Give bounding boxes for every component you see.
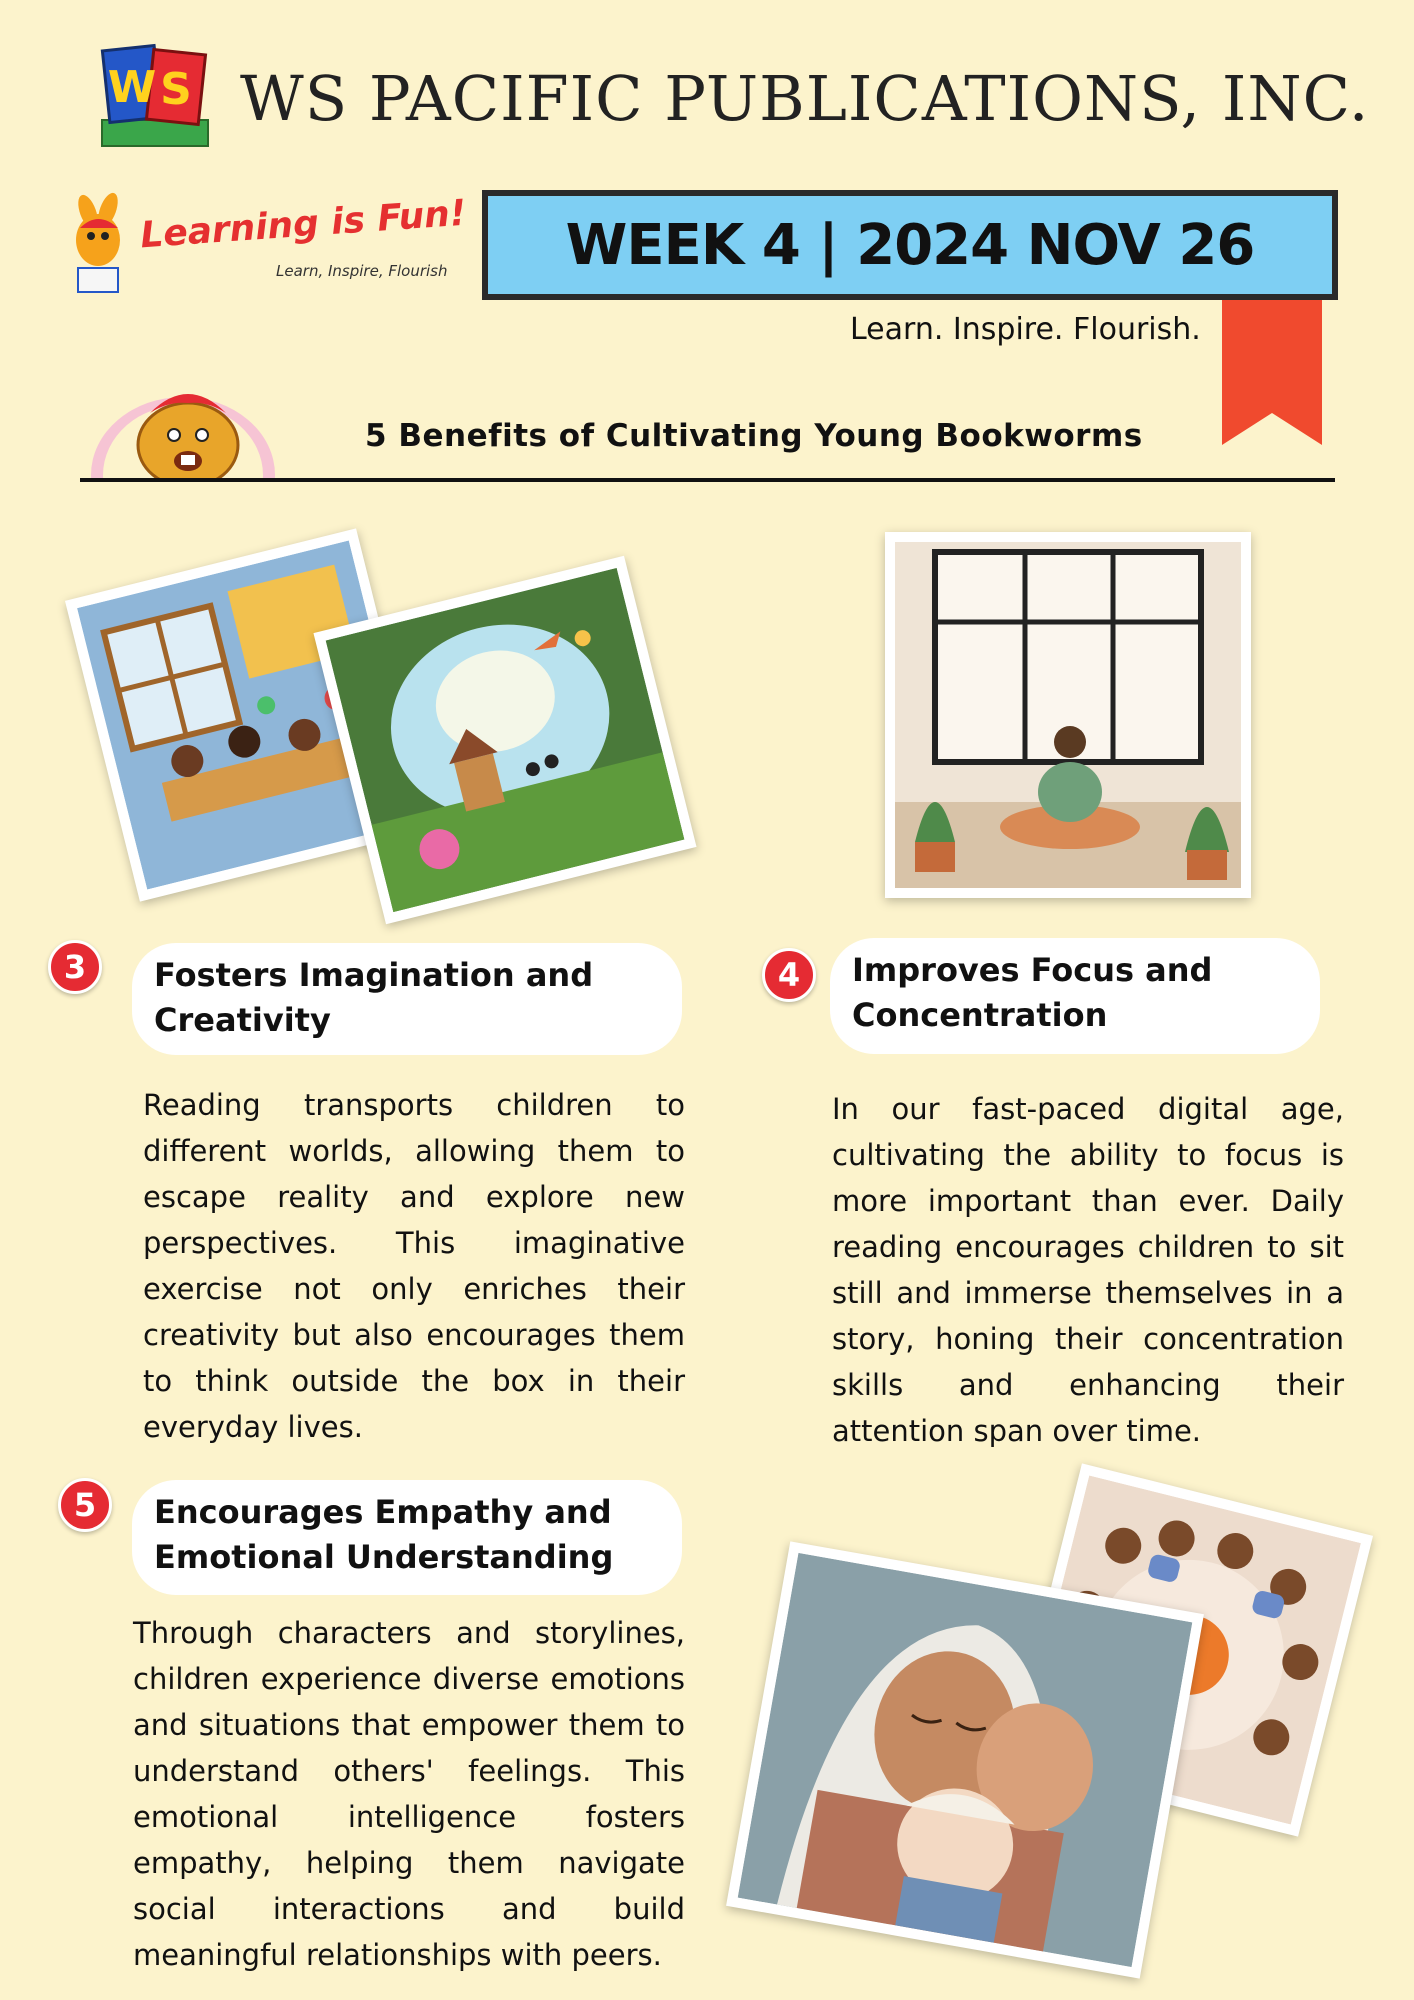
number-badge-3: 3 (48, 940, 102, 994)
section-heading-5: Encourages Empathy and Emotional Understanding (132, 1480, 682, 1595)
week-banner (482, 190, 1338, 300)
brand-subtitle: Learn, Inspire, Flourish (276, 262, 448, 280)
brand-title: Learning is Fun! (138, 192, 468, 257)
page-subtitle: 5 Benefits of Cultivating Young Bookworms (365, 418, 1143, 454)
bookmark-ribbon (1222, 295, 1322, 445)
logo-letters-w: W (107, 62, 157, 113)
tagline: Learn. Inspire. Flourish. (850, 312, 1201, 347)
section-heading-3: Fosters Imagination and Creativity (132, 943, 682, 1055)
number-badge-5: 5 (58, 1478, 112, 1532)
week-date-label: WEEK 4 | 2024 NOV 26 (565, 212, 1255, 278)
company-name: WS PACIFIC PUBLICATIONS, INC. (240, 62, 1370, 135)
section-body-5: Through characters and storylines, children experience diverse emotions and situations that empower them to understand others' feelings. This emotional intelligence fosters empathy, helping them navigate social interactions and build meaningful relationships with peers. (133, 1616, 685, 1972)
section-heading-4: Improves Focus and Concentration (830, 938, 1320, 1054)
header-divider (80, 478, 1335, 482)
ws-pacific-logo (98, 38, 216, 156)
grandmother-and-children-illustration (726, 1541, 1204, 1978)
section-body-4: In our fast-paced digital age, cultivating the ability to focus is more important than ever. Daily reading encourages children to sit still and immerse themselves in a story, honing their concentration skills and enhancing their attention span over time. (832, 1092, 1344, 1448)
number-badge-4: 4 (762, 948, 816, 1002)
meditation-illustration (885, 532, 1251, 898)
logo-letters-s: S (160, 64, 192, 115)
beaver-mascot (88, 365, 278, 480)
section-body-3: Reading transports children to different worlds, allowing them to escape reality and explore new perspectives. This imaginative exercise not only enriches their creativity but also encourages them to think outside the box in their everyday lives. (143, 1088, 685, 1444)
